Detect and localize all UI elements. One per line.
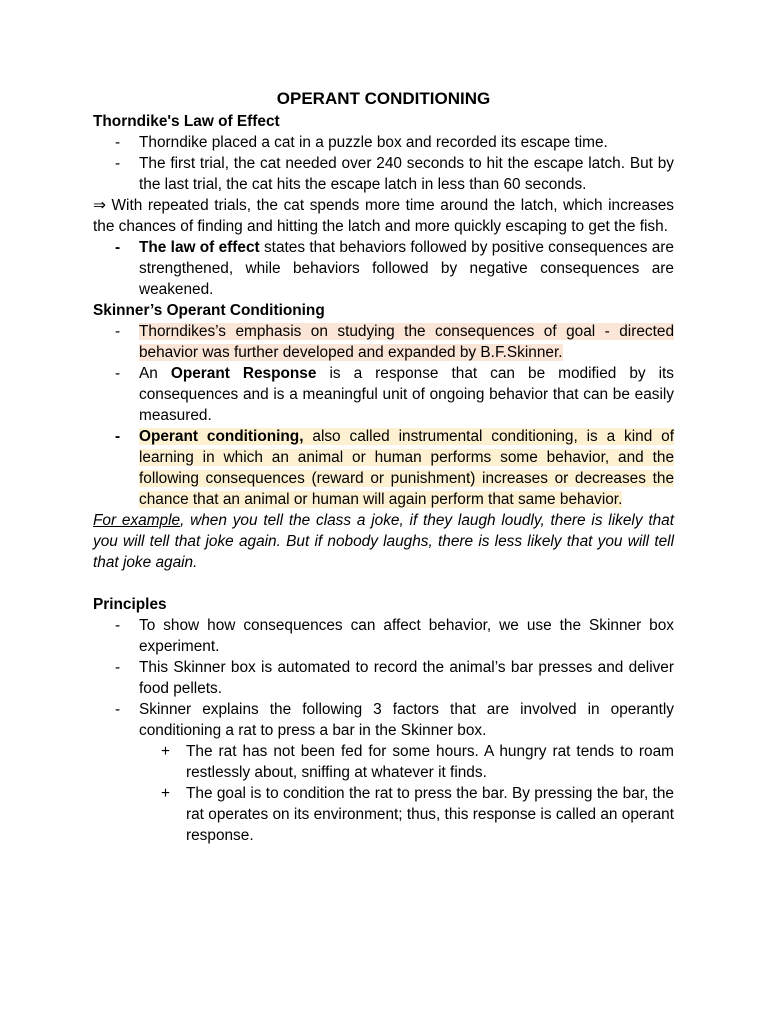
thorndike-heading: Thorndike's Law of Effect	[93, 113, 280, 130]
paragraph-spacer	[93, 573, 674, 594]
principles-subbullet-2	[93, 783, 674, 846]
bullet-text: To show how consequences can affect behavior, we use the Skinner box experiment.	[139, 617, 674, 655]
plus-marker: +	[161, 743, 170, 760]
document-body	[93, 88, 674, 846]
bullet-text: This Skinner box is automated to record the animal’s bar presses and deliver food pellets.	[139, 659, 674, 697]
operant-response-definition: is a response that can be modified by its consequences and is a meaningful unit of ongoing behavior that can be easily measured.	[139, 365, 674, 424]
example-text: , when you tell the class a joke, if they laugh loudly, there is likely that you will tell that joke again. But if nobody laughs, there is less likely that you will tell that joke again.	[93, 512, 674, 571]
principles-bullet-3	[93, 699, 674, 741]
subbullet-text: The goal is to condition the rat to press the bar. By pressing the bar, the rat operates on its environment; thus, this response is called an operant response.	[186, 785, 674, 844]
skinner-bullet-3	[93, 426, 674, 510]
dash-marker: -	[115, 428, 121, 445]
law-of-effect-definition: states that behaviors followed by positive consequences are strengthened, while behaviors followed by negative consequences are weakened.	[139, 239, 674, 298]
operant-response-term: Operant Response	[170, 365, 317, 382]
skinner-bullet-2	[93, 363, 674, 426]
skinner-heading: Skinner’s Operant Conditioning	[93, 302, 325, 319]
highlighted-text	[139, 428, 674, 508]
law-of-effect-term: The law of effect	[139, 239, 260, 256]
bullet-text: Skinner explains the following 3 factors that are involved in operantly conditioning a rat to press a bar in the Skinner box.	[139, 701, 674, 739]
principles-bullet-2	[93, 657, 674, 699]
dash-marker: -	[115, 659, 121, 676]
bullet-text-prefix: An	[139, 365, 171, 382]
example-paragraph	[93, 510, 674, 573]
example-label: For example	[93, 512, 181, 529]
dash-marker: -	[115, 239, 121, 256]
thorndike-bullet-1	[93, 132, 674, 153]
bullet-text: Thorndike placed a cat in a puzzle box and recorded its escape time.	[139, 134, 608, 151]
arrow-paragraph: ⇒ With repeated trials, the cat spends more time around the latch, which increases the chances of finding and hitting the latch and more quickly escaping to get the fish.	[93, 197, 674, 235]
dash-marker: -	[115, 134, 121, 151]
law-of-effect-bullet	[93, 237, 674, 300]
principles-bullet-1	[93, 615, 674, 657]
dash-marker: -	[115, 365, 121, 382]
principles-subbullet-1	[93, 741, 674, 783]
dash-marker: -	[115, 701, 121, 718]
dash-marker: -	[115, 323, 121, 340]
operant-conditioning-definition: also called instrumental conditioning, is a kind of learning in which an animal or human performs some behavior, and the following consequences (reward or punishment) increases or decreases the chance that an animal or human will again perform that same behavior.	[139, 428, 674, 508]
thorndike-bullet-2	[93, 153, 674, 195]
bullet-text: The first trial, the cat needed over 240 seconds to hit the escape latch. But by the last trial, the cat hits the escape latch in less than 60 seconds.	[139, 155, 674, 193]
principles-heading: Principles	[93, 596, 167, 613]
page-title: OPERANT CONDITIONING	[276, 89, 491, 108]
dash-marker: -	[115, 617, 121, 634]
plus-marker: +	[161, 785, 170, 802]
skinner-bullet-1	[93, 321, 674, 363]
highlighted-text: Thorndikes’s emphasis on studying the consequences of goal - directed behavior was further developed and expanded by B.F.Skinner.	[139, 323, 674, 361]
operant-conditioning-term: Operant conditioning,	[139, 428, 304, 445]
subbullet-text: The rat has not been fed for some hours. A hungry rat tends to roam restlessly about, sniffing at whatever it finds.	[186, 743, 674, 781]
dash-marker: -	[115, 155, 121, 172]
